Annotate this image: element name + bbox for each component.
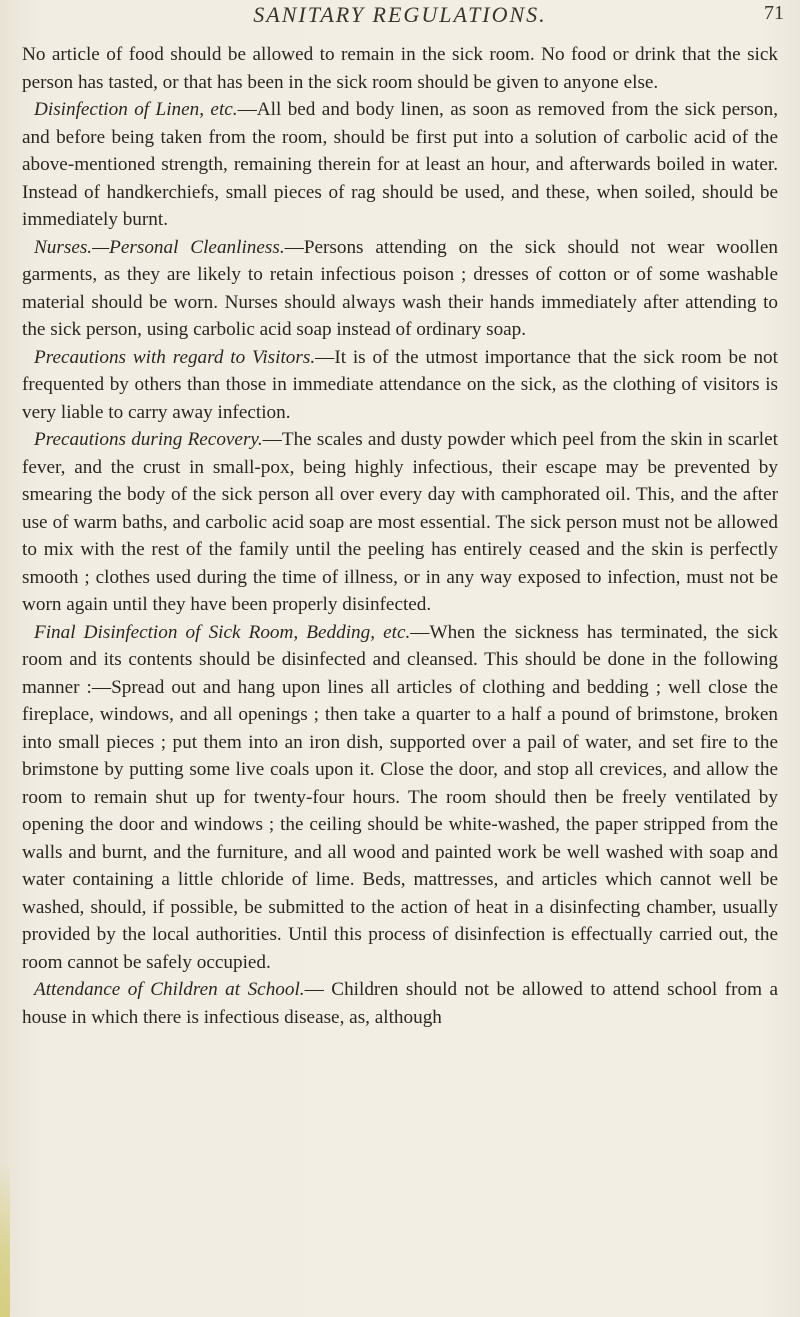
paragraph-text: — Children should not be allowed to attend school from a house in which there is infectious disease, as, although bbox=[22, 979, 778, 1028]
page-header bbox=[0, 2, 800, 32]
paragraph-food bbox=[22, 41, 778, 96]
page-edge-stain bbox=[0, 1160, 10, 1317]
paragraph-text: —It is of the utmost importance that the sick room be not frequented by others than those in immediate attendance on the sick, as the clothing of visitors is very liable to carry away infection. bbox=[22, 346, 778, 423]
paragraph-text: —The scales and dusty powder which peel from the skin in scarlet fever, and the crust in small-pox, being highly infectious, their escape may be prevented by smearing the body of the sick person all over every day with camphorated oil. This, and the after use of warm baths, and carbolic acid soap are most essential. The sick person must not be allowed to mix with the rest of the family until the peeling has entirely ceased and the skin is perfectly smooth ; clothes used during the time of illness, or in any way exposed to infection, must not be worn again until they have been properly disinfected. bbox=[22, 429, 778, 615]
body-text bbox=[22, 41, 778, 1031]
paragraph-text: —All bed and body linen, as soon as removed from the sick person, and before being taken from the room, should be first put into a solution of carbolic acid of the above-mentioned strength, remaining therein for at least an hour, and afterwards boiled in water. Instead of handkerchiefs, small pieces of rag should be used, and these, when soiled, should be immediately burnt. bbox=[22, 99, 778, 230]
paragraph-heading: Nurses.—Personal Cleanliness. bbox=[34, 236, 285, 258]
paragraph-text: —Persons attending on the sick should not wear woollen garments, as they are likely to retain infectious poison ; dresses of cotton or of some washable material should be worn. Nurses should always wash their hands immediately after attending to the sick person, using carbolic acid soap instead of ordinary soap. bbox=[22, 236, 778, 340]
paragraph-final-disinfection bbox=[22, 619, 778, 977]
paragraph-nurses bbox=[22, 234, 778, 344]
paragraph-recovery bbox=[22, 426, 778, 619]
paragraph-heading: Final Disinfection of Sick Room, Bedding, etc. bbox=[34, 621, 411, 643]
paragraph-heading: Precautions during Recovery. bbox=[34, 429, 263, 450]
running-title: SANITARY REGULATIONS. bbox=[253, 2, 547, 27]
paragraph-visitors bbox=[22, 344, 778, 427]
paragraph-school bbox=[22, 976, 778, 1031]
paragraph-text: No article of food should be allowed to remain in the sick room. No food or drink that the sick person has tasted, or that has been in the sick room should be given to anyone else. bbox=[22, 44, 778, 93]
paragraph-heading: Attendance of Children at School. bbox=[34, 979, 305, 1000]
paragraph-disinfection-linen bbox=[22, 96, 778, 234]
paragraph-heading: Precautions with regard to Visitors. bbox=[34, 346, 316, 368]
paragraph-heading: Disinfection of Linen, etc. bbox=[34, 99, 238, 120]
page-number: 71 bbox=[764, 2, 784, 24]
paragraph-text: —When the sickness has terminated, the sick room and its contents should be disinfected and cleansed. This should be done in the following manner :—Spread out and hang upon lines all articles of clothing and bedding ; well close the fireplace, windows, and all openings ; then take a quarter to a half a pound of brimstone, broken into small pieces ; put them into an iron dish, supported over a pail of water, and set fire to the brimstone by putting some live coals upon it. Close the door, and stop all crevices, and allow the room to remain shut up for twenty-four hours. The room should then be freely ventilated by opening the door and windows ; the ceiling should be white-washed, the paper stripped from the walls and burnt, and the furniture, and all wood and painted work be well washed with soap and water containing a little chloride of lime. Beds, mattresses, and articles which cannot well be washed, should, if possible, be submitted to the action of heat in a disinfecting chamber, usually provided by the local authorities. Until this process of disinfection is effectually carried out, the room cannot be safely occupied. bbox=[22, 621, 778, 973]
